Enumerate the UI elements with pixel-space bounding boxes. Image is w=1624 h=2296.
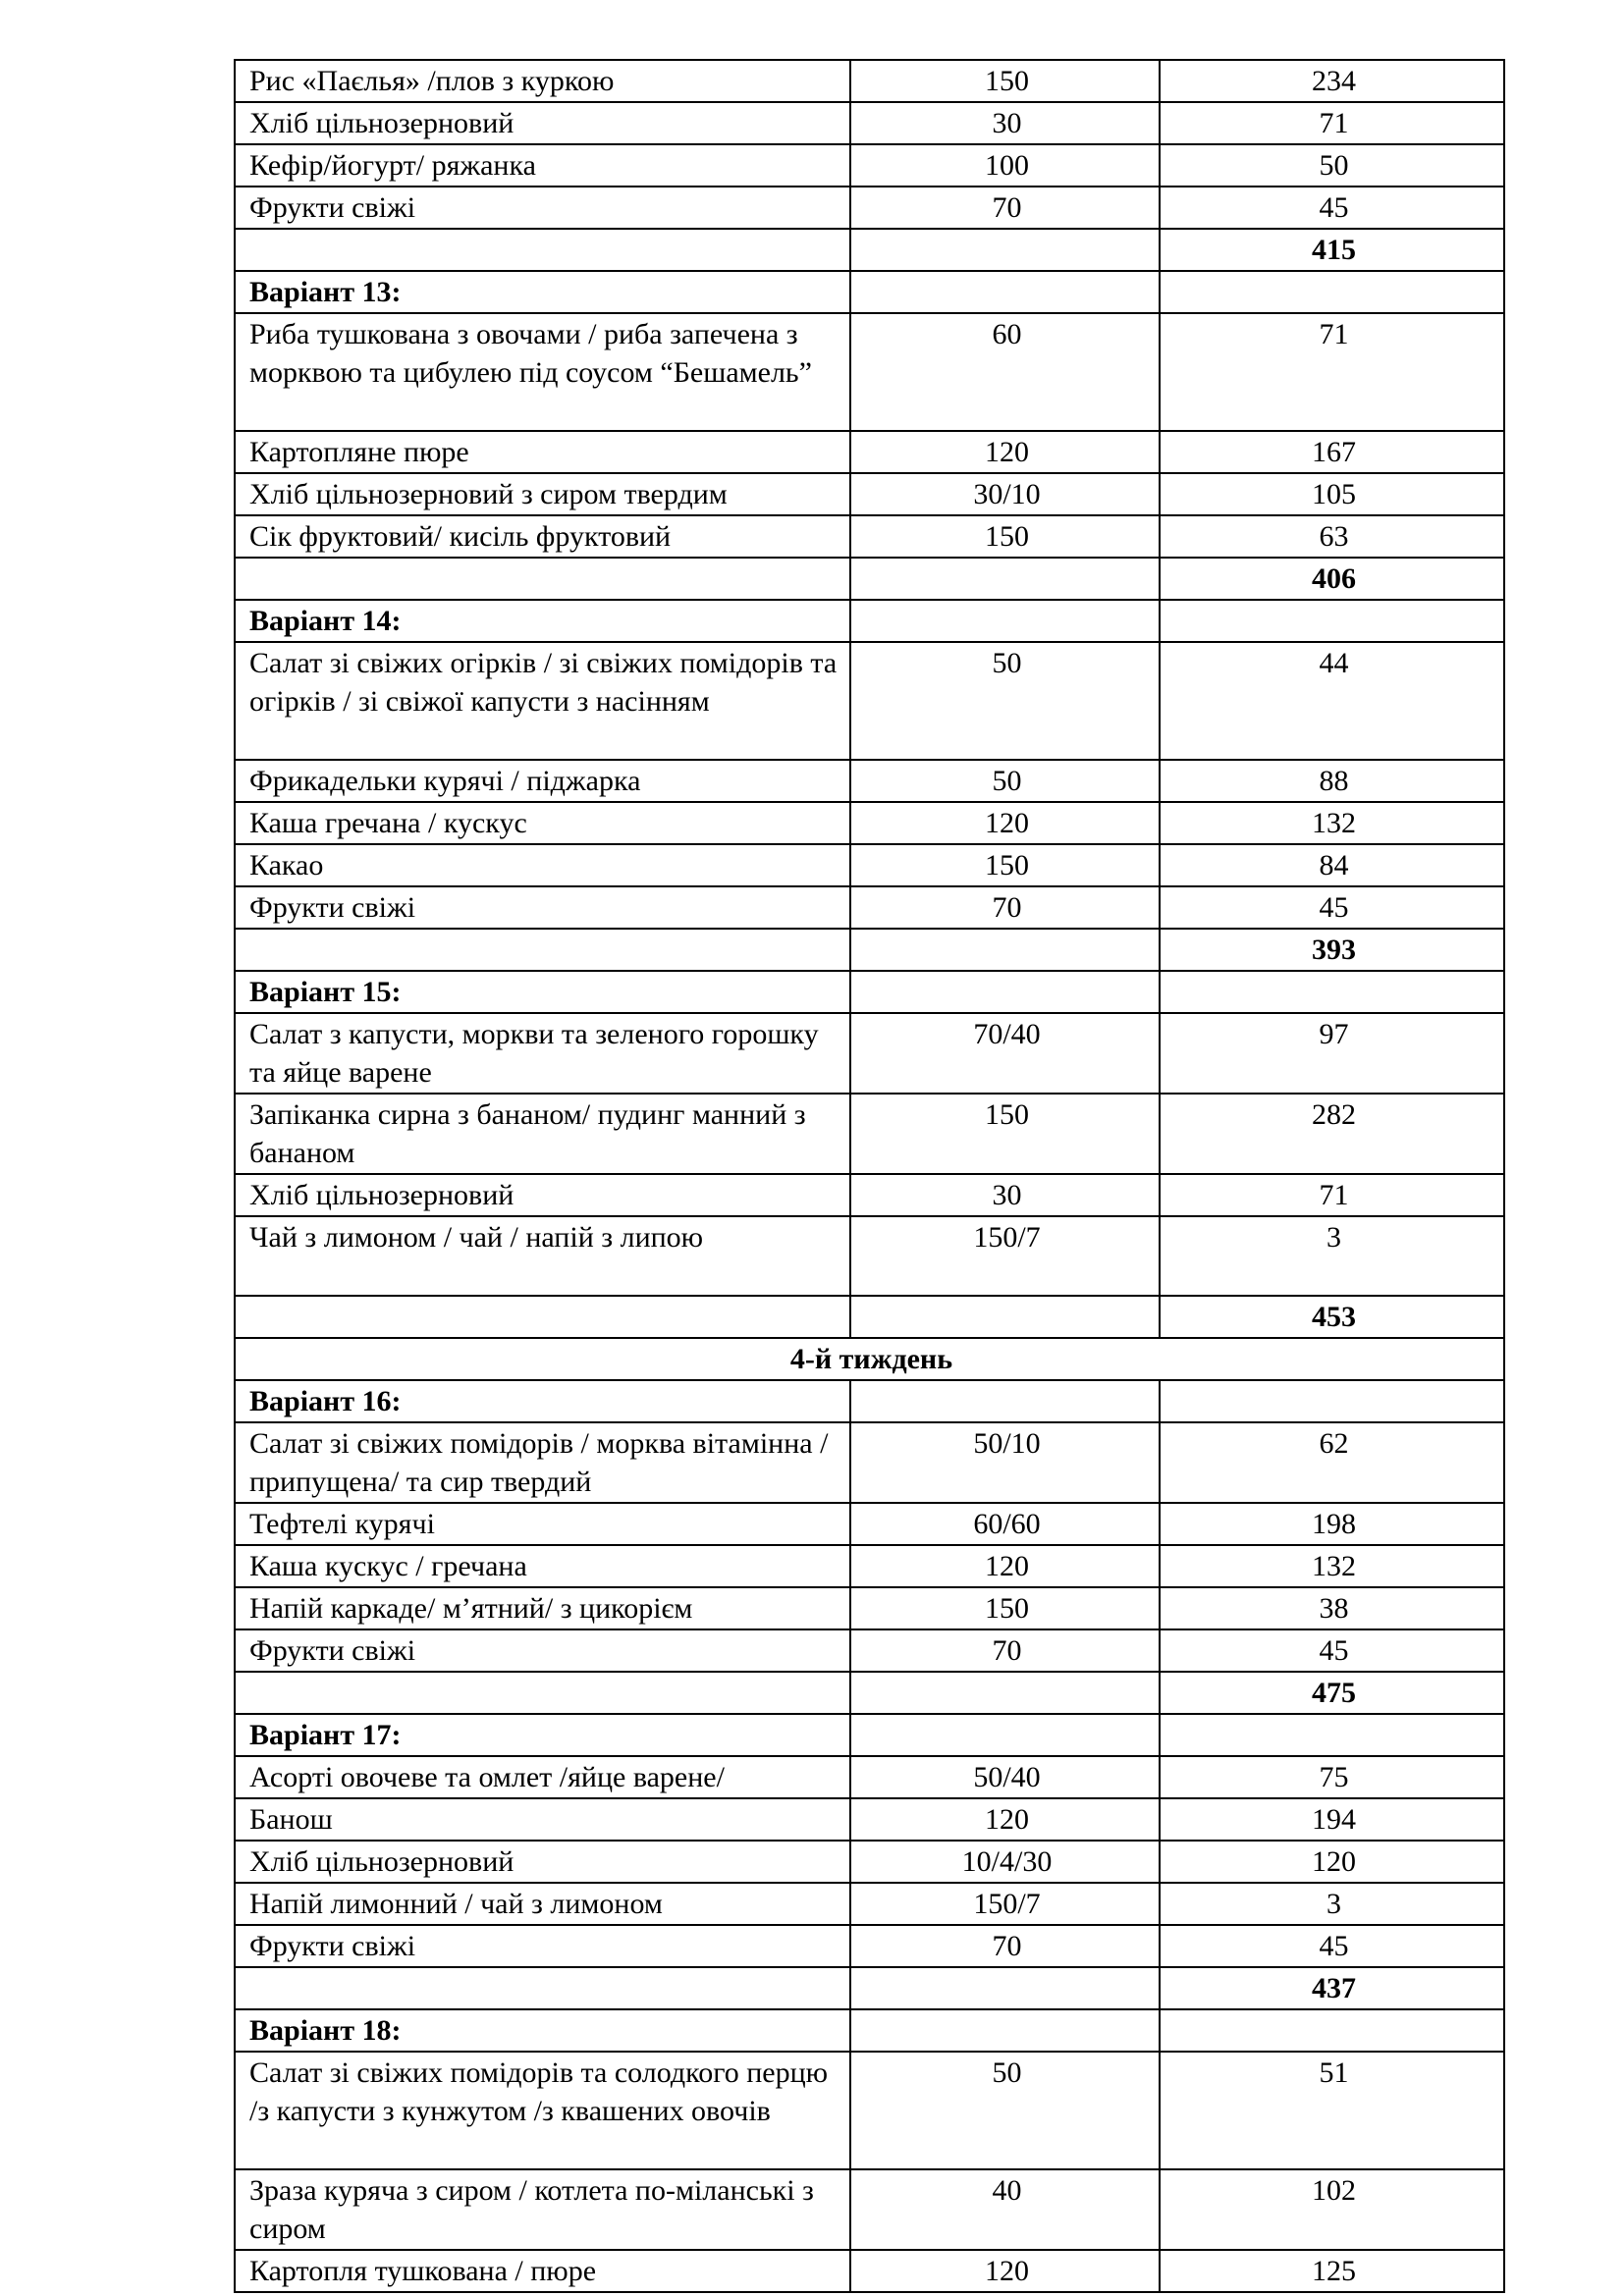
total-empty-cell: [235, 929, 850, 971]
variant-label: Варіант 13:: [235, 271, 850, 313]
dish-name: Напій лимонний / чай з лимоном: [235, 1883, 850, 1925]
dish-row: [235, 313, 1504, 431]
dish-row: [235, 473, 1504, 515]
energy-kcal: 102: [1160, 2169, 1504, 2250]
dish-row: [235, 102, 1504, 144]
total-kcal: 393: [1160, 929, 1504, 971]
dish-name: Салат з капусти, моркви та зеленого горошку та яйце варене: [235, 1013, 850, 1094]
dish-name: Хліб цільнозерновий: [235, 1841, 850, 1883]
dish-row: [235, 642, 1504, 760]
energy-kcal: 282: [1160, 1094, 1504, 1174]
variant-label: Варіант 15:: [235, 971, 850, 1013]
energy-kcal: 44: [1160, 642, 1504, 760]
dish-name: Асорті овочеве та омлет /яйце варене/: [235, 1756, 850, 1798]
portion-grams: 120: [850, 802, 1160, 844]
total-kcal: 406: [1160, 558, 1504, 600]
dish-name: Салат зі свіжих помідорів / морква вітамінна / припущена/ та сир твердий: [235, 1422, 850, 1503]
dish-row: [235, 144, 1504, 187]
dish-row: [235, 1925, 1504, 1967]
portion-grams: 150/7: [850, 1883, 1160, 1925]
portion-grams: 70: [850, 1925, 1160, 1967]
dish-row: [235, 1174, 1504, 1216]
dish-row: [235, 802, 1504, 844]
total-empty-cell: [850, 229, 1160, 271]
energy-kcal: 62: [1160, 1422, 1504, 1503]
total-kcal: 453: [1160, 1296, 1504, 1338]
energy-kcal: 75: [1160, 1756, 1504, 1798]
portion-grams: 150: [850, 844, 1160, 886]
dish-row: [235, 1013, 1504, 1094]
portion-grams: 30/10: [850, 473, 1160, 515]
empty-cell: [1160, 271, 1504, 313]
portion-grams: 70/40: [850, 1013, 1160, 1094]
dish-name: Запіканка сирна з бананом/ пудинг манний з бананом: [235, 1094, 850, 1174]
empty-cell: [1160, 971, 1504, 1013]
portion-grams: 50: [850, 2052, 1160, 2169]
energy-kcal: 45: [1160, 886, 1504, 929]
portion-grams: 120: [850, 2250, 1160, 2292]
dish-name: Салат зі свіжих помідорів та солодкого перцю /з капусти з кунжутом /з квашених овочів: [235, 2052, 850, 2169]
dish-name: Чай з лимоном / чай / напій з липою: [235, 1216, 850, 1296]
dish-name: Фрукти свіжі: [235, 1629, 850, 1672]
dish-row: [235, 1841, 1504, 1883]
empty-cell: [1160, 2009, 1504, 2052]
total-empty-cell: [235, 558, 850, 600]
portion-grams: 100: [850, 144, 1160, 187]
energy-kcal: 71: [1160, 102, 1504, 144]
energy-kcal: 71: [1160, 1174, 1504, 1216]
dish-row: [235, 1629, 1504, 1672]
total-row: [235, 229, 1504, 271]
portion-grams: 30: [850, 1174, 1160, 1216]
dish-name: Хліб цільнозерновий: [235, 1174, 850, 1216]
dish-row: [235, 2052, 1504, 2169]
empty-cell: [1160, 1380, 1504, 1422]
dish-row: [235, 1216, 1504, 1296]
portion-grams: 150: [850, 1094, 1160, 1174]
energy-kcal: 97: [1160, 1013, 1504, 1094]
dish-row: [235, 515, 1504, 558]
portion-grams: 120: [850, 431, 1160, 473]
total-row: [235, 929, 1504, 971]
dish-name: Картопля тушкована / пюре: [235, 2250, 850, 2292]
dish-name: Картопляне пюре: [235, 431, 850, 473]
total-empty-cell: [235, 1967, 850, 2009]
dish-name: Кефір/йогурт/ ряжанка: [235, 144, 850, 187]
empty-cell: [1160, 1714, 1504, 1756]
total-row: [235, 1672, 1504, 1714]
dish-name: Какао: [235, 844, 850, 886]
energy-kcal: 3: [1160, 1883, 1504, 1925]
menu-table-body: [235, 60, 1504, 2292]
energy-kcal: 51: [1160, 2052, 1504, 2169]
empty-cell: [850, 1380, 1160, 1422]
energy-kcal: 84: [1160, 844, 1504, 886]
variant-header-row: [235, 600, 1504, 642]
dish-name: Каша гречана / кускус: [235, 802, 850, 844]
dish-row: [235, 1503, 1504, 1545]
dish-row: [235, 2250, 1504, 2292]
energy-kcal: 50: [1160, 144, 1504, 187]
energy-kcal: 105: [1160, 473, 1504, 515]
portion-grams: 50: [850, 642, 1160, 760]
dish-row: [235, 1094, 1504, 1174]
portion-grams: 120: [850, 1545, 1160, 1587]
total-row: [235, 1967, 1504, 2009]
dish-name: Сік фруктовий/ кисіль фруктовий: [235, 515, 850, 558]
energy-kcal: 120: [1160, 1841, 1504, 1883]
dish-row: [235, 2169, 1504, 2250]
dish-name: Напій каркаде/ м’ятний/ з цикорієм: [235, 1587, 850, 1629]
dish-row: [235, 60, 1504, 102]
energy-kcal: 71: [1160, 313, 1504, 431]
menu-table: [234, 59, 1505, 2293]
total-row: [235, 558, 1504, 600]
total-empty-cell: [235, 1672, 850, 1714]
energy-kcal: 125: [1160, 2250, 1504, 2292]
variant-label: Варіант 14:: [235, 600, 850, 642]
total-kcal: 437: [1160, 1967, 1504, 2009]
dish-name: Рис «Паєлья» /плов з куркою: [235, 60, 850, 102]
portion-grams: 50/40: [850, 1756, 1160, 1798]
empty-cell: [1160, 600, 1504, 642]
energy-kcal: 45: [1160, 187, 1504, 229]
total-empty-cell: [850, 1296, 1160, 1338]
energy-kcal: 198: [1160, 1503, 1504, 1545]
portion-grams: 150: [850, 1587, 1160, 1629]
variant-header-row: [235, 971, 1504, 1013]
energy-kcal: 3: [1160, 1216, 1504, 1296]
total-empty-cell: [850, 929, 1160, 971]
variant-label: Варіант 17:: [235, 1714, 850, 1756]
energy-kcal: 132: [1160, 1545, 1504, 1587]
variant-header-row: [235, 2009, 1504, 2052]
portion-grams: 10/4/30: [850, 1841, 1160, 1883]
dish-row: [235, 1883, 1504, 1925]
energy-kcal: 45: [1160, 1925, 1504, 1967]
dish-name: Хліб цільнозерновий: [235, 102, 850, 144]
portion-grams: 50/10: [850, 1422, 1160, 1503]
dish-row: [235, 187, 1504, 229]
total-empty-cell: [235, 229, 850, 271]
total-kcal: 475: [1160, 1672, 1504, 1714]
week-label: 4-й тиждень: [235, 1338, 1504, 1380]
total-empty-cell: [850, 1967, 1160, 2009]
empty-cell: [850, 600, 1160, 642]
dish-name: Фрукти свіжі: [235, 187, 850, 229]
dish-row: [235, 886, 1504, 929]
dish-row: [235, 760, 1504, 802]
energy-kcal: 88: [1160, 760, 1504, 802]
dish-row: [235, 1422, 1504, 1503]
variant-header-row: [235, 1714, 1504, 1756]
total-empty-cell: [850, 558, 1160, 600]
dish-row: [235, 1545, 1504, 1587]
dish-name: Фрикадельки курячі / піджарка: [235, 760, 850, 802]
portion-grams: 150: [850, 60, 1160, 102]
dish-name: Хліб цільнозерновий з сиром твердим: [235, 473, 850, 515]
energy-kcal: 167: [1160, 431, 1504, 473]
portion-grams: 50: [850, 760, 1160, 802]
energy-kcal: 63: [1160, 515, 1504, 558]
dish-name: Каша кускус / гречана: [235, 1545, 850, 1587]
energy-kcal: 234: [1160, 60, 1504, 102]
dish-name: Зраза куряча з сиром / котлета по-міланські з сиром: [235, 2169, 850, 2250]
dish-row: [235, 431, 1504, 473]
variant-label: Варіант 16:: [235, 1380, 850, 1422]
portion-grams: 60: [850, 313, 1160, 431]
dish-row: [235, 1587, 1504, 1629]
empty-cell: [850, 971, 1160, 1013]
portion-grams: 120: [850, 1798, 1160, 1841]
portion-grams: 70: [850, 886, 1160, 929]
dish-row: [235, 1798, 1504, 1841]
portion-grams: 70: [850, 187, 1160, 229]
total-row: [235, 1296, 1504, 1338]
total-kcal: 415: [1160, 229, 1504, 271]
dish-name: Тефтелі курячі: [235, 1503, 850, 1545]
dish-name: Салат зі свіжих огірків / зі свіжих помідорів та огірків / зі свіжої капусти з насінням: [235, 642, 850, 760]
portion-grams: 70: [850, 1629, 1160, 1672]
dish-name: Фрукти свіжі: [235, 1925, 850, 1967]
empty-cell: [850, 271, 1160, 313]
portion-grams: 60/60: [850, 1503, 1160, 1545]
portion-grams: 150: [850, 515, 1160, 558]
variant-header-row: [235, 1380, 1504, 1422]
energy-kcal: 45: [1160, 1629, 1504, 1672]
dish-name: Фрукти свіжі: [235, 886, 850, 929]
energy-kcal: 132: [1160, 802, 1504, 844]
energy-kcal: 194: [1160, 1798, 1504, 1841]
week-header-row: [235, 1338, 1504, 1380]
total-empty-cell: [850, 1672, 1160, 1714]
dish-name: Банош: [235, 1798, 850, 1841]
portion-grams: 150/7: [850, 1216, 1160, 1296]
portion-grams: 30: [850, 102, 1160, 144]
variant-header-row: [235, 271, 1504, 313]
dish-row: [235, 844, 1504, 886]
dish-row: [235, 1756, 1504, 1798]
empty-cell: [850, 2009, 1160, 2052]
variant-label: Варіант 18:: [235, 2009, 850, 2052]
energy-kcal: 38: [1160, 1587, 1504, 1629]
total-empty-cell: [235, 1296, 850, 1338]
portion-grams: 40: [850, 2169, 1160, 2250]
empty-cell: [850, 1714, 1160, 1756]
dish-name: Риба тушкована з овочами / риба запечена з морквою та цибулею під соусом “Бешамель”: [235, 313, 850, 431]
